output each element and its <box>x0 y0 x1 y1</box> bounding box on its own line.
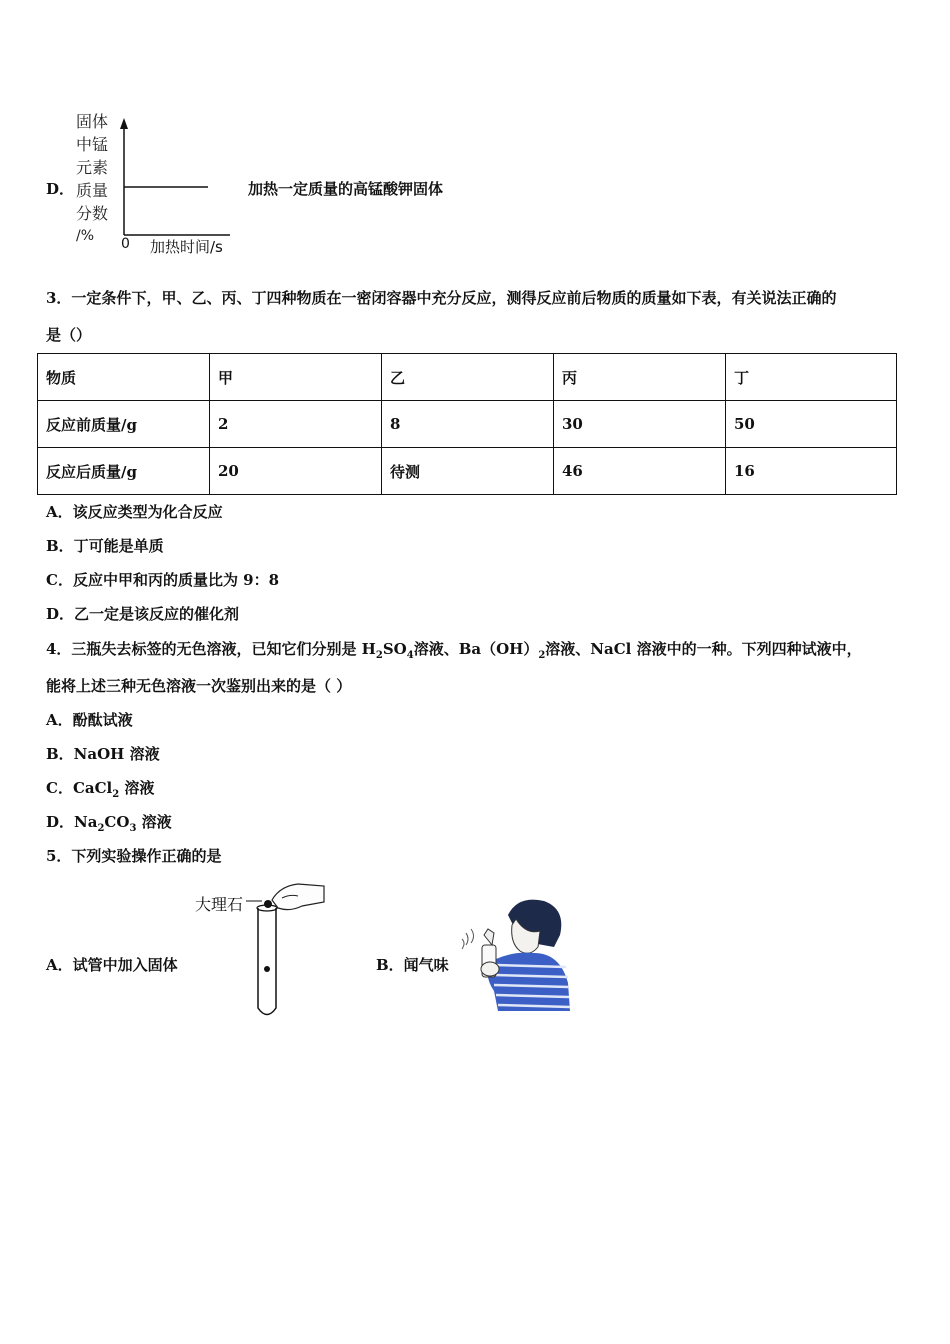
q2-graph-origin: 0 <box>121 236 130 252</box>
test-tube-illustration <box>240 878 330 1023</box>
ylabel-line: /% <box>76 228 95 244</box>
ylabel-line: 元素 <box>76 158 109 177</box>
ylabel-line: 固体 <box>76 112 109 131</box>
q2-option-d-text: 加热一定质量的高锰酸钾固体 <box>248 180 444 198</box>
table-cell: 46 <box>554 448 726 495</box>
option-text: C．CaCl <box>46 779 113 797</box>
table-cell: 乙 <box>382 354 554 401</box>
subscript: 2 <box>375 650 383 661</box>
q2-option-d-label: D． <box>46 180 75 198</box>
table-cell: 30 <box>554 401 726 448</box>
hand-icon <box>272 884 324 910</box>
marble-icon <box>264 900 272 908</box>
subscript: 2 <box>538 650 546 661</box>
table-cell: 丁 <box>726 354 897 401</box>
q3-stem-line1: 3．一定条件下，甲、乙、丙、丁四种物质在一密闭容器中充分反应，测得反应前后物质的质量如下表，有关说法正确的 <box>46 289 837 307</box>
q4-stem-text: SO <box>382 640 407 658</box>
ylabel-line: 中锰 <box>76 135 109 154</box>
test-tube-icon <box>258 908 276 1015</box>
ylabel-line: 分数 <box>76 204 109 223</box>
table-row <box>38 401 897 448</box>
q5-stem: 5．下列实验操作正确的是 <box>46 847 222 865</box>
q2-graph-xlabel: 加热时间/s <box>150 238 223 256</box>
table-cell: 丙 <box>554 354 726 401</box>
q3-stem-line2: 是（） <box>46 326 92 344</box>
q2-graph-ylabel <box>76 110 108 248</box>
table-row <box>38 354 897 401</box>
holding-hand-icon <box>481 962 499 976</box>
q4-stem-line2: 能将上述三种无色溶液一次鉴别出来的是（ ） <box>46 677 352 695</box>
table-row <box>38 448 897 495</box>
table-cell: 50 <box>726 401 897 448</box>
q3-option-c: C．反应中甲和丙的质量比为 9：8 <box>46 571 280 589</box>
q5-option-a: A．试管中加入固体 <box>46 956 178 974</box>
waving-hand-icon <box>484 929 494 945</box>
table-cell: 反应前质量/g <box>38 401 210 448</box>
table-cell: 8 <box>382 401 554 448</box>
subscript: 3 <box>129 823 137 834</box>
q2-graph <box>110 115 240 245</box>
table-cell: 20 <box>210 448 382 495</box>
q4-option-d <box>46 811 172 834</box>
table-cell: 待测 <box>382 448 554 495</box>
q4-stem-text: 溶液、Ba（OH） <box>413 640 539 658</box>
q4-option-c <box>46 777 154 800</box>
table-cell: 反应后质量/g <box>38 448 210 495</box>
y-axis-arrow-icon <box>120 118 128 129</box>
q4-option-a: A．酚酞试液 <box>46 711 133 729</box>
table-cell: 16 <box>726 448 897 495</box>
q3-mass-table <box>37 353 897 495</box>
q4-stem-text: 4．三瓶失去标签的无色溶液，已知它们分别是 H <box>46 640 376 658</box>
vapor-icon <box>462 929 474 949</box>
q5-marble-label: 大理石 <box>195 895 244 914</box>
q4-stem-text: 溶液、NaCl 溶液中的一种。下列四种试液中， <box>545 640 862 658</box>
table-cell: 甲 <box>210 354 382 401</box>
option-text: CO <box>104 813 130 831</box>
option-text: 溶液 <box>119 779 155 797</box>
table-cell: 2 <box>210 401 382 448</box>
q3-option-d: D．乙一定是该反应的催化剂 <box>46 605 240 623</box>
smelling-illustration <box>458 895 573 1015</box>
option-text: D．Na <box>46 813 98 831</box>
q3-option-a: A．该反应类型为化合反应 <box>46 503 223 521</box>
marble-in-tube-icon <box>264 966 270 972</box>
q3-option-b: B．丁可能是单质 <box>46 537 164 555</box>
q5-option-b: B．闻气味 <box>376 956 449 974</box>
q4-stem-line1 <box>46 638 862 661</box>
table-cell: 物质 <box>38 354 210 401</box>
option-text: 溶液 <box>136 813 172 831</box>
subscript: 4 <box>406 650 414 661</box>
q4-option-b: B．NaOH 溶液 <box>46 745 160 763</box>
subscript: 2 <box>112 789 120 800</box>
sweater-icon <box>488 953 570 1011</box>
subscript: 2 <box>97 823 105 834</box>
ylabel-line: 质量 <box>76 181 109 200</box>
